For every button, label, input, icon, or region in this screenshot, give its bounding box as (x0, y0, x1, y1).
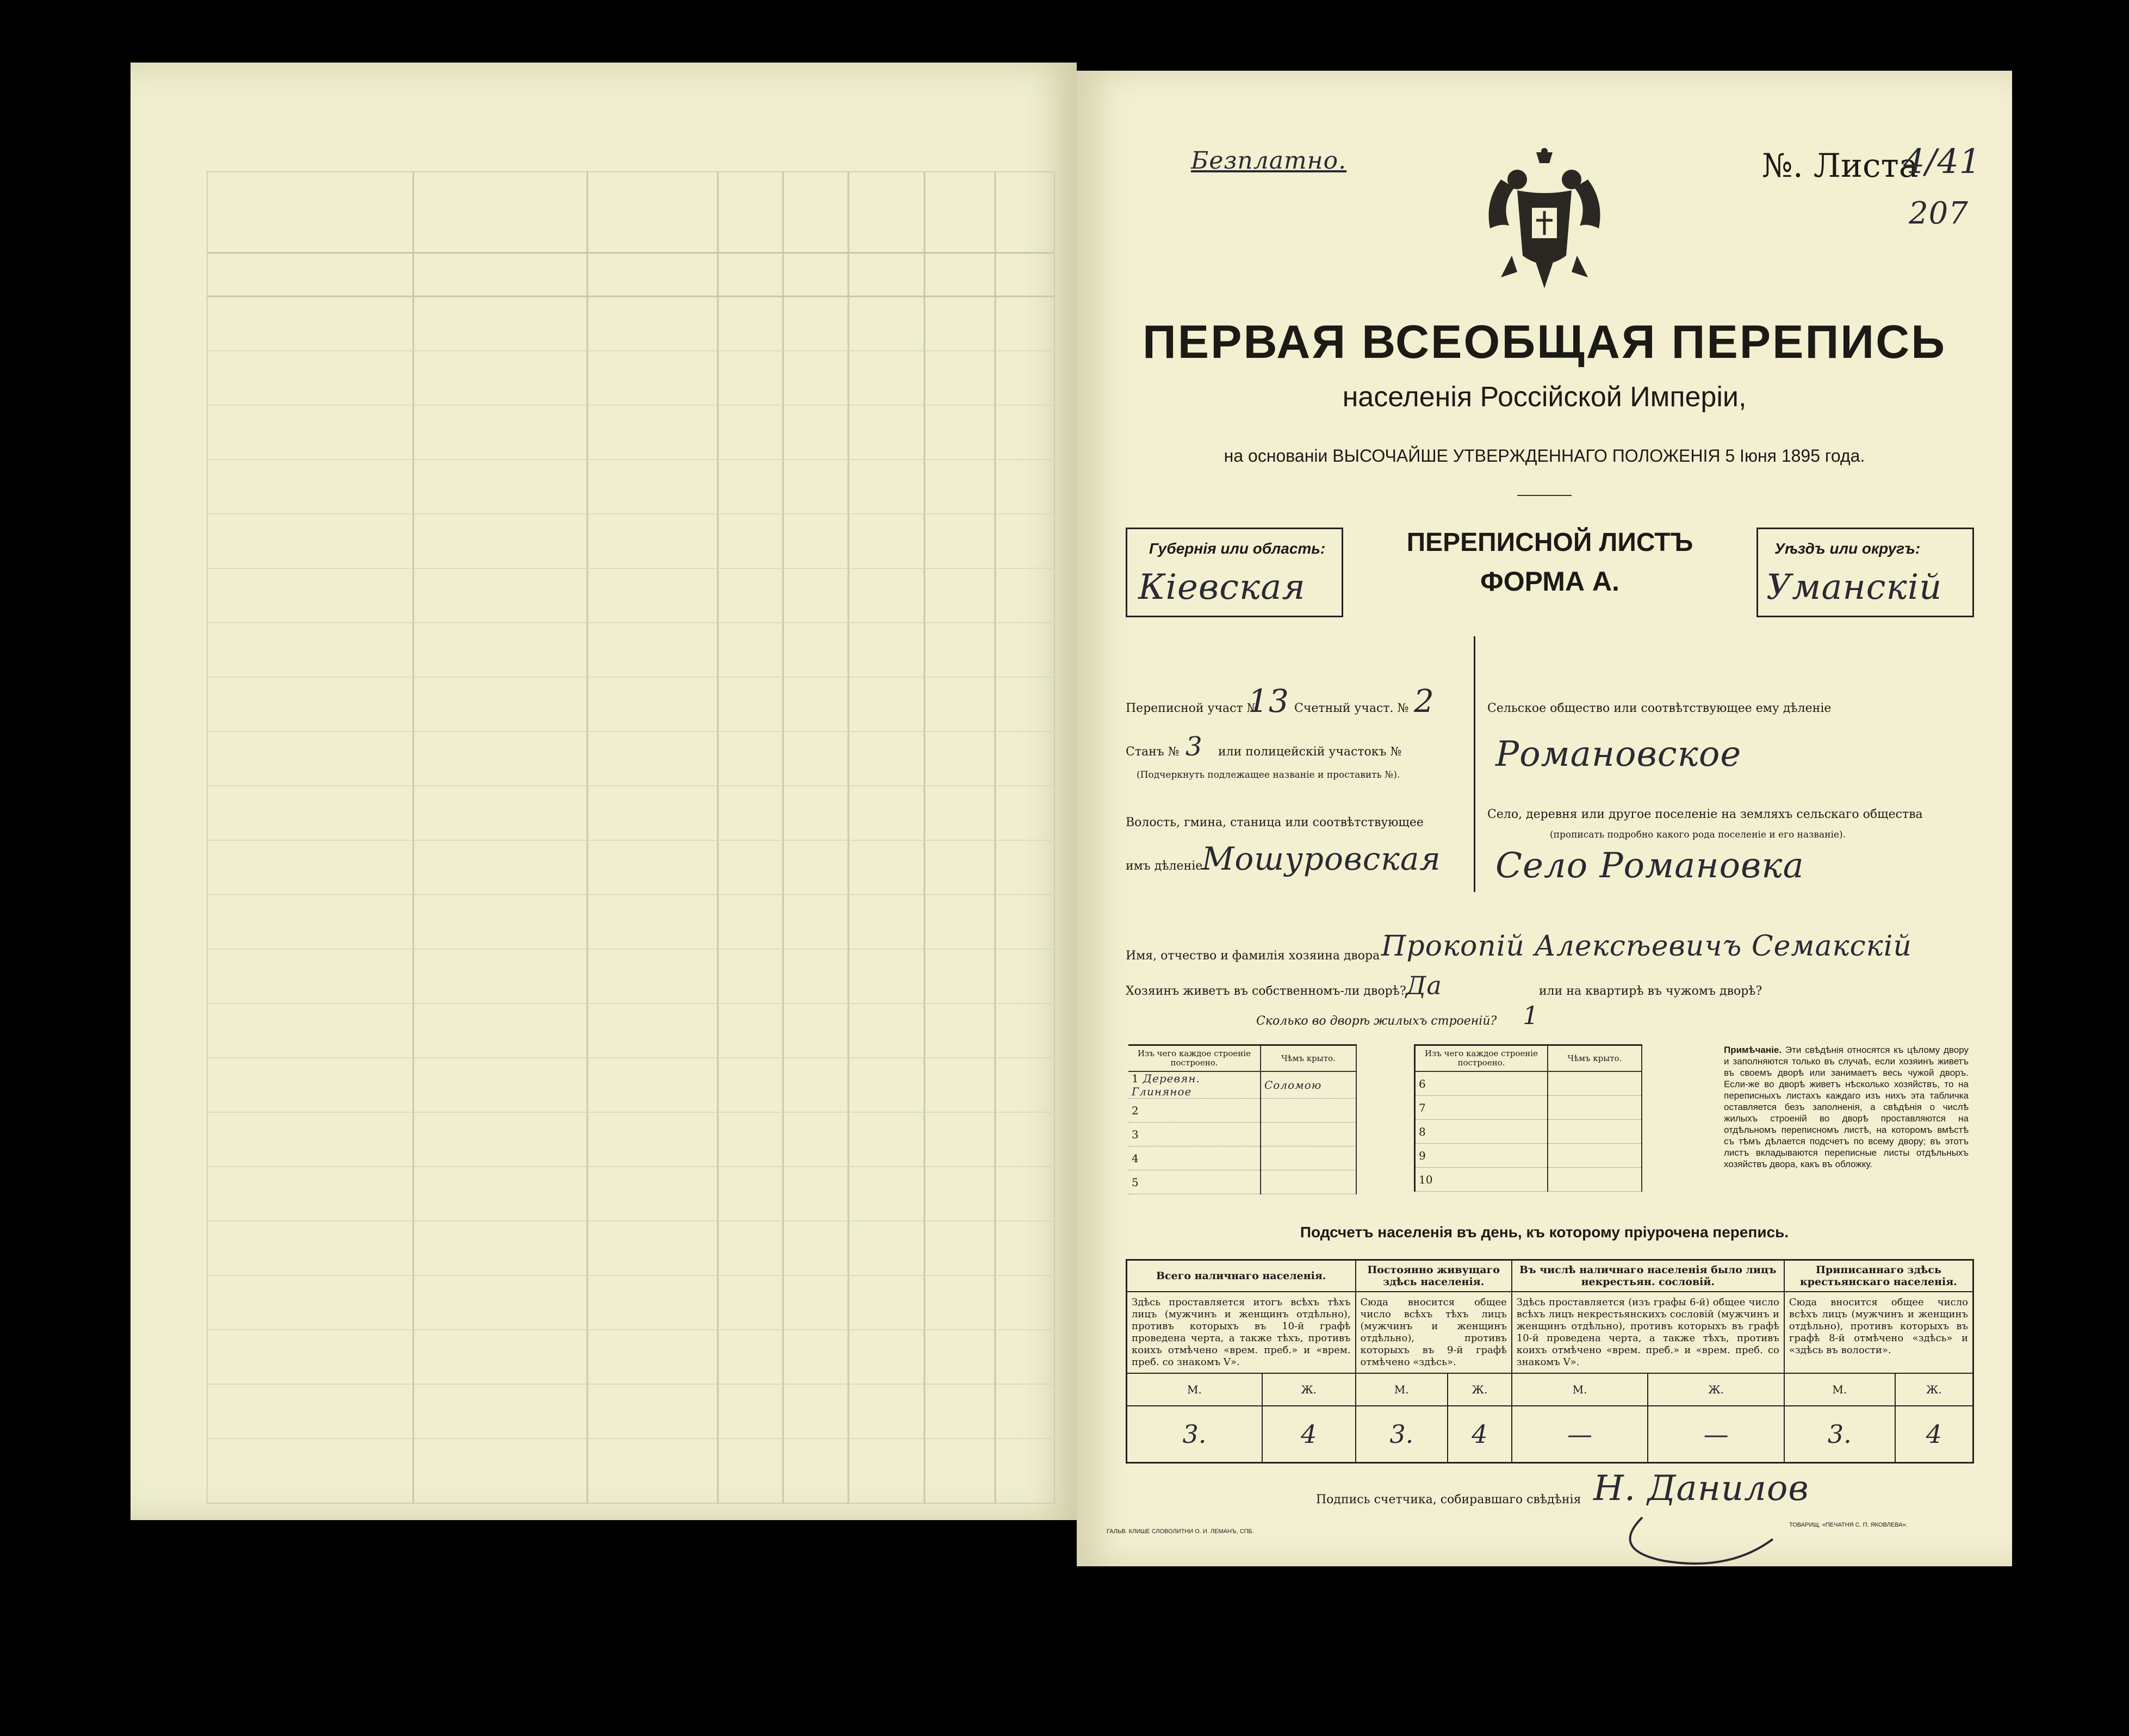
census-district-value: 13 (1248, 683, 1289, 720)
province-label: Губернія или область: (1149, 540, 1326, 557)
counting-district-value: 2 (1414, 683, 1435, 720)
district-box (1756, 528, 1974, 617)
stan-value: 3 (1185, 731, 1203, 762)
building-number: 3 (1132, 1127, 1139, 1141)
note-title: Примѣчаніе. (1724, 1045, 1782, 1055)
signature-label: Подпись счетчика, собиравшаго свѣдѣнія (1316, 1493, 1581, 1506)
building-row (1415, 1144, 1642, 1168)
stan-label: Станъ № (1126, 745, 1180, 759)
col-material-header: Изъ чего каждое строеніе построено. (1415, 1045, 1548, 1072)
population-heading: Подсчетъ населенія въ день, къ которому пріурочена перепись. (1300, 1224, 1789, 1241)
buildings-count: 1 (1523, 1001, 1540, 1030)
buildings-note (1724, 1044, 1969, 1170)
building-material-cell (1415, 1144, 1548, 1168)
sheet-number: 4/41 (1903, 141, 1982, 181)
building-roof (1261, 1170, 1356, 1194)
female-header: Ж. (1648, 1373, 1784, 1406)
population-col-title: Въ числѣ наличнаго населенія было лицъ некрестьян. сословій. (1512, 1260, 1784, 1292)
building-roof (1261, 1123, 1356, 1146)
female-header: Ж. (1448, 1373, 1512, 1406)
col-roof-header: Чѣмъ крыто. (1548, 1045, 1642, 1072)
male-header: М. (1784, 1373, 1895, 1406)
male-header: М. (1512, 1373, 1648, 1406)
buildings-table-right (1414, 1044, 1642, 1192)
village-note: (прописать подробно какого рода поселеніе и его названіе). (1550, 829, 1846, 840)
male-count: 3. (1127, 1406, 1262, 1463)
note-text: Эти свѣдѣнія относятся къ цѣлому двору и заполняются только въ случаѣ, если хозяинъ живетъ въ своемъ дворѣ или занимаетъ весь чужой дворъ. Если-же во дворѣ живетъ нѣсколько хозяйствъ, то на переписныхъ листахъ каждаго изъ нихъ эта табличка оставляется безъ заполненія, а свѣдѣнія о числѣ жилыхъ строеній во дворѣ проставляются на отдѣльномъ переписномъ листѣ, на которомъ вмѣстѣ съ тѣмъ дѣлается подсчетъ по всему двору; въ этотъ листъ вкладываются переписные листы отдѣльныхъ хозяйствъ двора, какъ въ обложку. (1724, 1045, 1969, 1169)
village-value: Село Романовка (1495, 846, 1804, 886)
male-count: — (1512, 1406, 1648, 1463)
own-yard-value: Да (1406, 971, 1442, 1000)
building-number: 7 (1419, 1101, 1426, 1114)
building-roof (1548, 1120, 1642, 1144)
buildings-table-left (1128, 1044, 1357, 1194)
own-yard-label: Хозяинъ живетъ въ собственномъ-ли дворѣ? (1126, 984, 1406, 998)
female-header: Ж. (1895, 1373, 1973, 1406)
population-col-title: Постоянно живущаго здѣсь населенія. (1356, 1260, 1512, 1292)
building-number: 1 (1132, 1072, 1139, 1085)
building-row (1415, 1120, 1642, 1144)
population-col-desc: Сюда вносится общее число всѣхъ тѣхъ лицъ (мужчинъ и женщинъ отдѣльно), противъ которыхъ въ 9-й графѣ отмѣчено «здѣсь». (1356, 1292, 1512, 1373)
building-number: 9 (1419, 1149, 1426, 1162)
building-row (1415, 1096, 1642, 1120)
district-value: Уманскій (1766, 567, 1942, 607)
form-subtitle: ФОРМА А. (1480, 566, 1619, 597)
ornament-divider (1517, 495, 1572, 496)
female-count: — (1648, 1406, 1784, 1463)
province-box (1126, 528, 1343, 617)
building-row (1128, 1099, 1356, 1123)
building-roof (1261, 1099, 1356, 1123)
building-roof (1548, 1144, 1642, 1168)
print-mark-right: ТОВАРИЩ. «ПЕЧАТНЯ С. П. ЯКОВЛЕВА». (1789, 1522, 1908, 1528)
building-row (1415, 1071, 1642, 1096)
building-material-cell (1415, 1168, 1548, 1192)
male-header: М. (1127, 1373, 1262, 1406)
building-roof: Соломою (1261, 1071, 1356, 1099)
police-label: или полицейскій участокъ № (1218, 745, 1402, 759)
free-label: Безплатно. (1191, 147, 1347, 175)
bleed-through-grid (207, 171, 1055, 1504)
owner-label: Имя, отчество и фамилія хозяина двора (1126, 949, 1380, 963)
building-row (1128, 1170, 1356, 1194)
district-label: Уѣздъ или округъ: (1774, 540, 1921, 557)
print-mark-left: ГАЛЬВ. КЛИШЕ СЛОВОЛИТНИ О. И. ЛЕМАНЪ, СПБ. (1107, 1528, 1254, 1535)
population-col-title: Приписаннаго здѣсь крестьянскаго населенія. (1784, 1260, 1973, 1292)
signature-flourish (1621, 1506, 1784, 1566)
population-col-desc: Здѣсь проставляется (изъ графы 6-й) общее число всѣхъ лицъ некрестьянскихъ сословій (мужчинъ и женщинъ отдѣльно), противъ которыхъ въ графѣ 10-й проведена черта, а также тѣхъ, противъ коихъ отмѣчено «врем. преб.» и «врем. преб. со знакомъ V». (1512, 1292, 1784, 1373)
male-count: 3. (1784, 1406, 1895, 1463)
village-label: Село, деревня или другое поселеніе на земляхъ сельскаго общества (1487, 808, 1923, 821)
col-roof-header: Чѣмъ крыто. (1261, 1045, 1356, 1072)
volost-label: Волость, гмина, станица или соотвѣтствующее (1126, 816, 1424, 829)
building-material: Деревян. Глиняное (1132, 1072, 1200, 1098)
building-material-cell (1128, 1099, 1261, 1123)
census-district-label: Переписной участ № (1126, 702, 1258, 715)
underline-note: (Подчеркнуть подлежащее названіе и проставить №). (1137, 770, 1400, 780)
building-number: 4 (1132, 1151, 1139, 1165)
building-roof (1548, 1071, 1642, 1096)
census-form-page (1077, 71, 2012, 1566)
population-col-desc: Здѣсь проставляется итогъ всѣхъ тѣхъ лицъ (мужчинъ и женщинъ отдѣльно), противъ которыхъ въ 10-й графѣ проведена черта, а также тѣхъ, противъ коихъ отмѣчено «врем. преб.» и «врем. преб. со знакомъ V». (1127, 1292, 1356, 1373)
buildings-question: Сколько во дворѣ жилыхъ строеній? (1256, 1014, 1497, 1028)
building-row (1128, 1123, 1356, 1146)
female-count: 4 (1895, 1406, 1973, 1463)
sheet-number-alt: 207 (1909, 196, 1969, 231)
census-decree: на основаніи ВЫСОЧАЙШЕ УТВЕРЖДЕННАГО ПОЛОЖЕНІЯ 5 Іюня 1895 года. (1224, 446, 1865, 466)
col-material-header: Изъ чего каждое строеніе построено. (1128, 1045, 1261, 1072)
society-label: Сельское общество или соотвѣтствующее ему дѣленіе (1487, 702, 1832, 715)
volost-label-2: имъ дѣленіе (1126, 859, 1203, 873)
building-number: 10 (1419, 1173, 1433, 1186)
building-roof (1261, 1146, 1356, 1170)
building-row (1128, 1071, 1356, 1099)
building-material-cell (1415, 1096, 1548, 1120)
population-table (1126, 1259, 1974, 1464)
building-material-cell (1128, 1170, 1261, 1194)
building-row (1128, 1146, 1356, 1170)
sheet-label: №. Листа (1762, 147, 1919, 185)
building-number: 8 (1419, 1125, 1426, 1138)
province-value: Кіевская (1138, 567, 1306, 607)
form-title: ПЕРЕПИСНОЙ ЛИСТЪ (1406, 528, 1693, 557)
building-material-cell (1128, 1146, 1261, 1170)
building-row (1415, 1168, 1642, 1192)
male-header: М. (1356, 1373, 1448, 1406)
building-material-cell (1128, 1123, 1261, 1146)
society-value: Романовское (1495, 734, 1742, 774)
owner-value: Прокопій Алексѣевичъ Семакскій (1381, 930, 1912, 963)
signature-value: Н. Данилов (1593, 1468, 1809, 1509)
double-headed-eagle-emblem (1479, 147, 1610, 299)
census-subtitle: населенія Россійской Имперіи, (1342, 381, 1747, 413)
building-material-cell (1128, 1071, 1261, 1099)
building-number: 5 (1132, 1175, 1139, 1189)
building-number: 6 (1419, 1077, 1426, 1090)
building-number: 2 (1132, 1103, 1139, 1117)
building-roof (1548, 1096, 1642, 1120)
rented-label: или на квартирѣ въ чужомъ дворѣ? (1539, 984, 1762, 998)
female-header: Ж. (1262, 1373, 1356, 1406)
female-count: 4 (1262, 1406, 1356, 1463)
counting-district-label: Счетный участ. № (1294, 702, 1409, 715)
population-col-desc: Сюда вносится общее число всѣхъ лицъ (мужчинъ и женщинъ отдѣльно), противъ которыхъ въ графѣ 8-й отмѣчено «здѣсь» и «здѣсь въ волости». (1784, 1292, 1973, 1373)
building-material-cell (1415, 1071, 1548, 1096)
female-count: 4 (1448, 1406, 1512, 1463)
male-count: 3. (1356, 1406, 1448, 1463)
left-page (131, 63, 1077, 1520)
building-roof (1548, 1168, 1642, 1192)
volost-value: Мошуровская (1202, 840, 1441, 877)
census-title: ПЕРВАЯ ВСЕОБЩАЯ ПЕРЕПИСЬ (1142, 316, 1947, 368)
building-material-cell (1415, 1120, 1548, 1144)
population-col-title: Всего наличнаго населенія. (1127, 1260, 1356, 1292)
